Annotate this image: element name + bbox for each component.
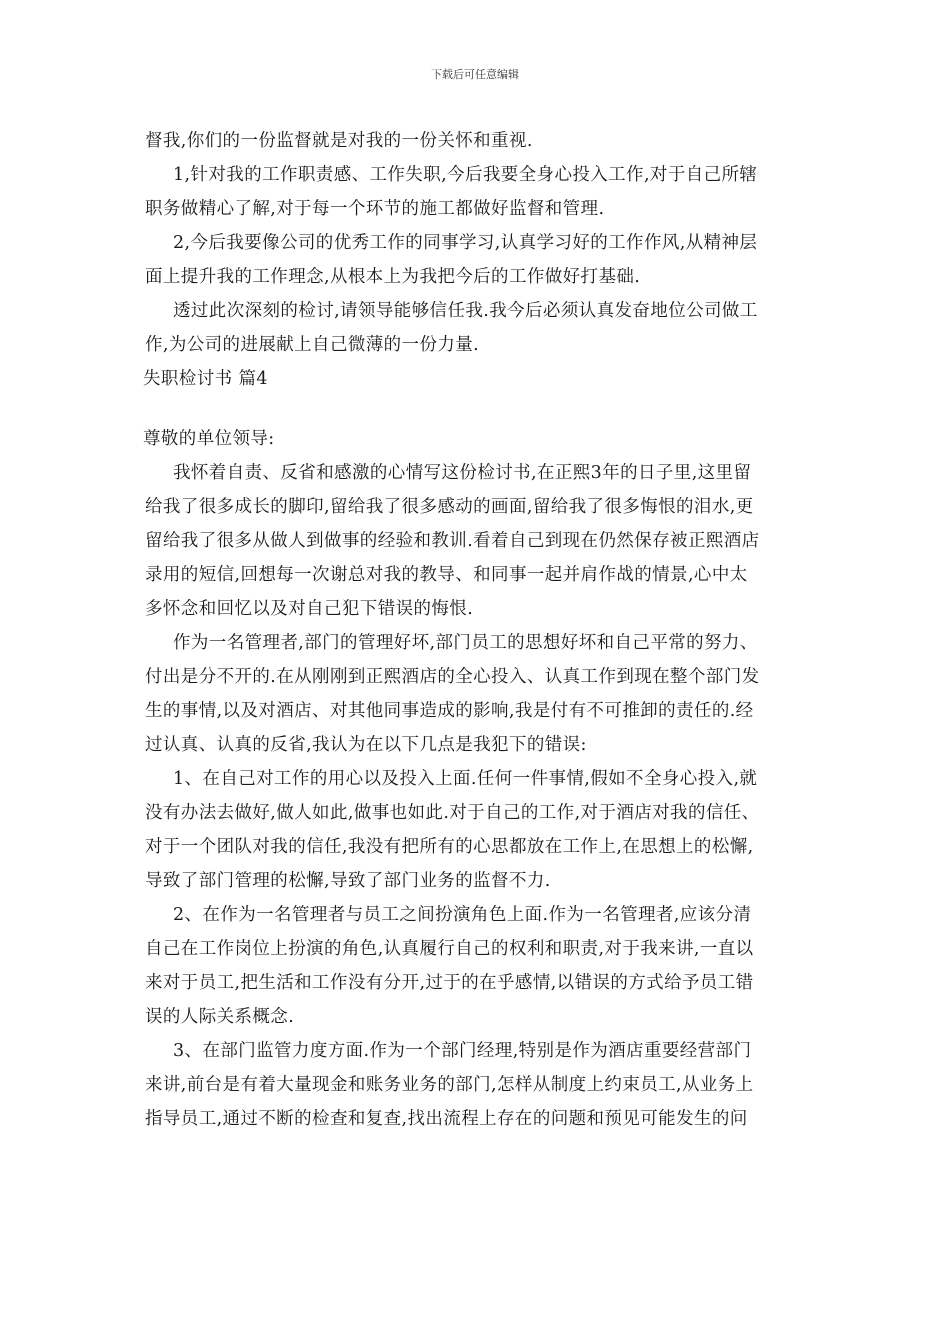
- text-line: 1,针对我的工作职责感、工作失职,今后我要全身心投入工作,对于自己所辖: [173, 165, 758, 185]
- text-line: 我怀着自责、反省和感激的心情写这份检讨书,在正熙3年的日子里,这里留: [173, 463, 752, 483]
- paragraph: [145, 294, 815, 362]
- text-line: 失职检讨书 篇4: [143, 369, 268, 389]
- text-line: 1、在自己对工作的用心以及投入上面.任何一件事情,假如不全身心投入,就: [173, 769, 758, 789]
- text-line: 对于一个团队对我的信任,我没有把所有的心思都放在工作上,在思想上的松懈,: [145, 837, 754, 857]
- paragraph: [145, 226, 815, 294]
- text-line: 3、在部门监管力度方面.作为一个部门经理,特别是作为酒店重要经营部门: [173, 1041, 752, 1061]
- text-line: 督我,你们的一份监督就是对我的一份关怀和重视.: [145, 131, 533, 151]
- text-line: 没有办法去做好,做人如此,做事也如此.对于自己的工作,对于酒店对我的信任、: [145, 803, 760, 823]
- paragraph: [145, 898, 815, 1034]
- text-line: 作,为公司的进展献上自己微薄的一份力量.: [145, 335, 480, 355]
- paragraph: [145, 1034, 815, 1136]
- text-line: 给我了很多成长的脚印,留给我了很多感动的画面,留给我了很多悔恨的泪水,更: [145, 497, 754, 517]
- text-line: [145, 396, 815, 422]
- blank-line: [145, 396, 815, 422]
- paragraph: [145, 762, 815, 898]
- text-line: 生的事情,以及对酒店、对其他同事造成的影响,我是付有不可推卸的责任的.经: [145, 701, 754, 721]
- text-line: 面上提升我的工作理念,从根本上为我把今后的工作做好打基础.: [145, 267, 641, 287]
- text-line: 来讲,前台是有着大量现金和账务业务的部门,怎样从制度上约束员工,从业务上: [145, 1075, 754, 1095]
- document-body: [145, 124, 815, 1136]
- text-line: 付出是分不开的.在从刚刚到正熙酒店的全心投入、认真工作到现在整个部门发: [145, 667, 760, 687]
- text-line: 多怀念和回忆以及对自己犯下错误的悔恨.: [145, 599, 474, 619]
- text-line: 录用的短信,回想每一次谢总对我的教导、和同事一起并肩作战的情景,心中太: [145, 565, 748, 585]
- text-line: 指导员工,通过不断的检查和复查,找出流程上存在的问题和预见可能发生的问: [145, 1109, 748, 1129]
- section-heading: [145, 422, 815, 456]
- paragraph: [145, 124, 815, 158]
- text-line: 透过此次深刻的检讨,请领导能够信任我.我今后必须认真发奋地位公司做工: [173, 301, 758, 321]
- paragraph: [145, 158, 815, 226]
- section-heading: [145, 362, 815, 396]
- text-line: 来对于员工,把生活和工作没有分开,过于的在乎感情,以错误的方式给予员工错: [145, 973, 754, 993]
- paragraph: [145, 456, 815, 626]
- text-line: 导致了部门管理的松懈,导致了部门业务的监督不力.: [145, 871, 551, 891]
- text-line: 误的人际关系概念.: [145, 1007, 295, 1027]
- text-line: 2、在作为一名管理者与员工之间扮演角色上面.作为一名管理者,应该分清: [173, 905, 752, 925]
- paragraph: [145, 626, 815, 762]
- text-line: 过认真、认真的反省,我认为在以下几点是我犯下的错误:: [145, 735, 587, 755]
- text-line: 作为一名管理者,部门的管理好坏,部门员工的思想好坏和自己平常的努力、: [173, 633, 758, 653]
- text-line: 2,今后我要像公司的优秀工作的同事学习,认真学习好的工作作风,从精神层: [173, 233, 758, 253]
- text-line: 尊敬的单位领导:: [143, 429, 275, 449]
- text-line: 留给我了很多从做人到做事的经验和教训.看着自己到现在仍然保存被正熙酒店: [145, 531, 760, 551]
- page-header: 下载后可任意编辑: [431, 68, 519, 81]
- text-line: 自己在工作岗位上扮演的角色,认真履行自己的权利和职责,对于我来讲,一直以: [145, 939, 754, 959]
- text-line: 职务做精心了解,对于每一个环节的施工都做好监督和管理.: [145, 199, 605, 219]
